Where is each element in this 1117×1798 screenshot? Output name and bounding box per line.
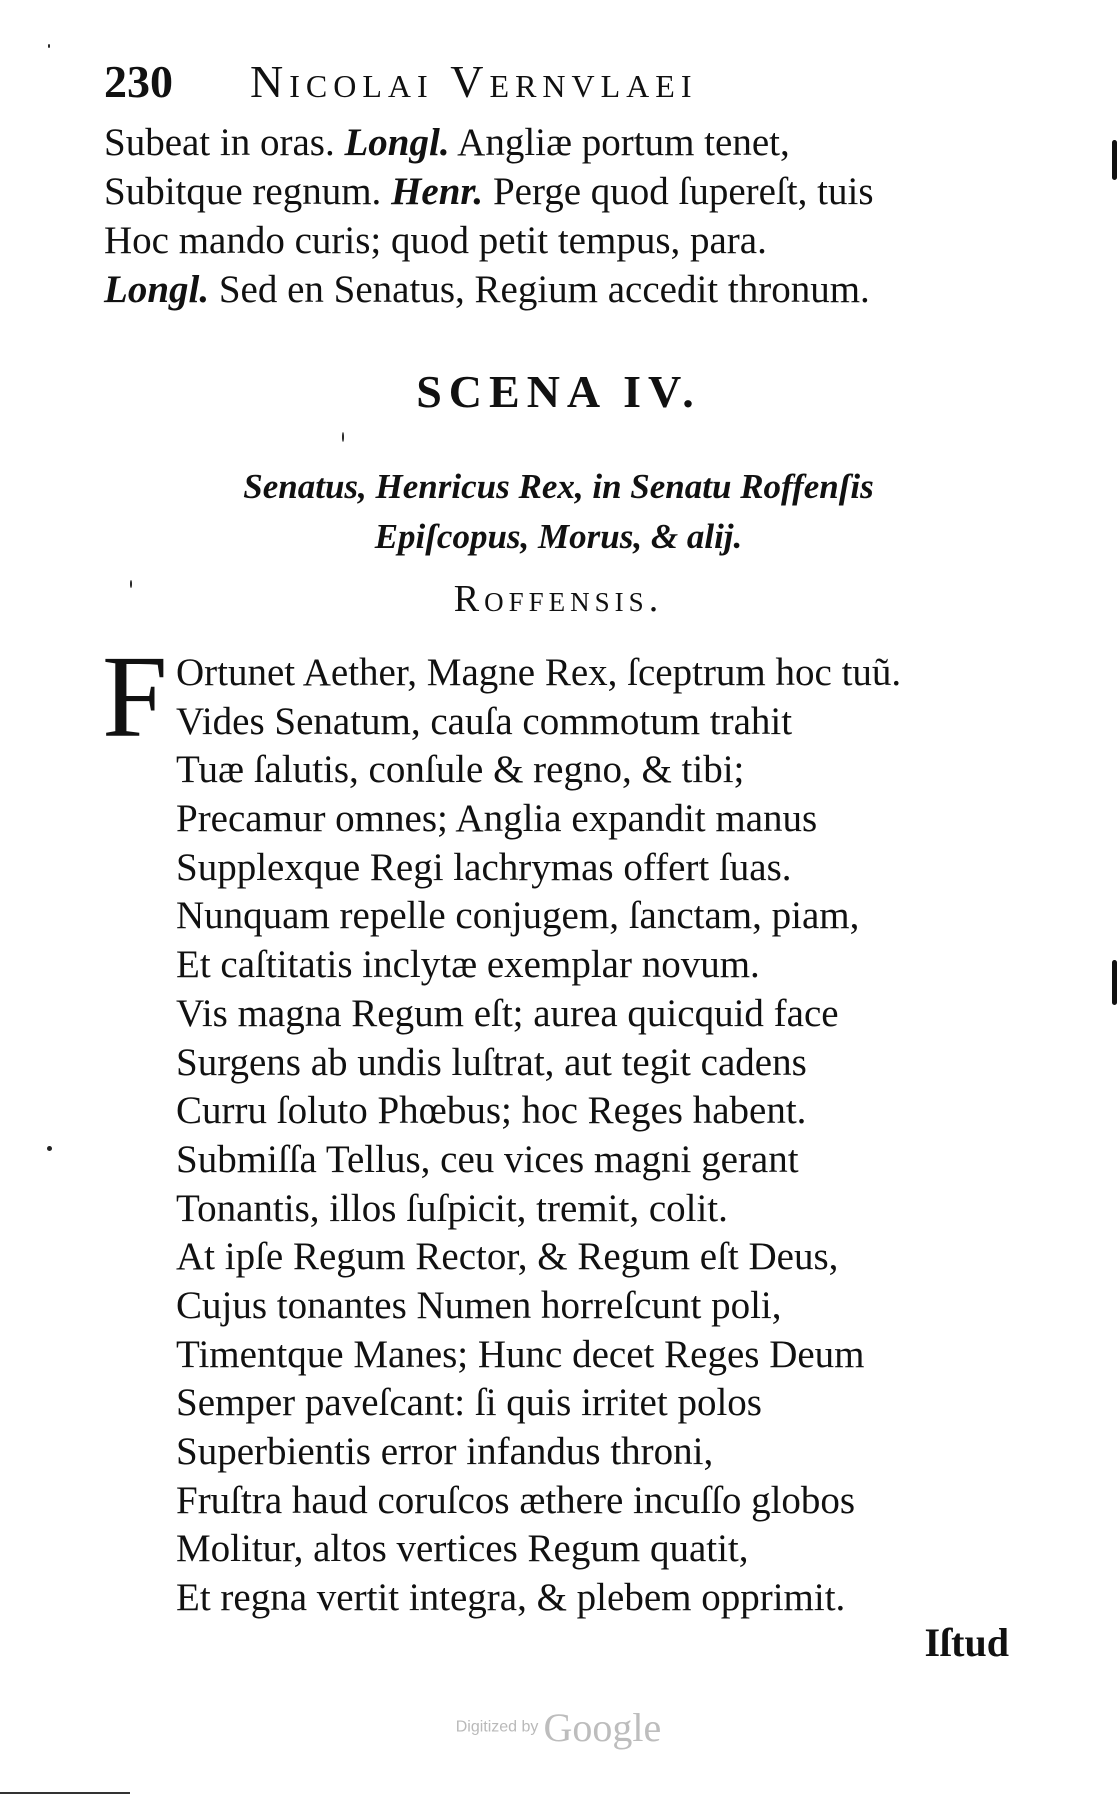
verse-line: Et regna vertit integra, & plebem opprimit. (176, 1576, 846, 1620)
verse-line: Ortunet Aether, Magne Rex, ſceptrum hoc tuũ. (176, 651, 902, 694)
verse-line (104, 216, 1024, 265)
speaker-abbrev: Henr. (391, 170, 484, 213)
cast-line: Senatus, Henricus Rex, in Senatu Roffenſis (243, 467, 874, 506)
ink-speck (47, 1146, 52, 1151)
verse-line: Precamur omnes; Anglia expandit manus (176, 797, 818, 841)
google-logo: Google (543, 1705, 662, 1750)
verse-text: Hoc mando curis; quod petit tempus, para. (104, 219, 767, 262)
verse-line (104, 118, 1024, 167)
verse-text: Subitque regnum. (104, 170, 392, 213)
verse-line: At ipſe Regum Rector, & Regum eſt Deus, (176, 1235, 839, 1279)
scene-title: SCENA IV. (416, 366, 701, 417)
verse-text: Angliæ portum tenet, (449, 121, 790, 164)
verse-line: Timentque Manes; Hunc decet Reges Deum (176, 1332, 865, 1376)
verse-line: Nunquam repelle conjugem, ſanctam, piam, (176, 894, 860, 938)
verse-line: Superbientis error infandus throni, (176, 1430, 714, 1473)
verse-text: Subeat in oras. (104, 121, 345, 164)
verse-line: Surgens ab undis luſtrat, aut tegit cadens (176, 1040, 807, 1084)
running-head (104, 52, 864, 112)
verse-line: Cujus tonantes Numen horreſcunt poli, (176, 1283, 782, 1327)
verse-line: Tonantis, illos ſuſpicit, tremit, colit. (176, 1186, 728, 1230)
speech-verse-block (104, 649, 1096, 1623)
verse-line: Molitur, altos vertices Regum quatit, (176, 1527, 749, 1571)
cast-line: Epiſcopus, Morus, & alij. (374, 517, 743, 556)
cast-list (0, 462, 1117, 562)
verse-line: Vides Senatum, cauſa commotum trahit (176, 699, 793, 743)
ink-speck (48, 44, 50, 48)
verse-block-top (104, 118, 1024, 314)
running-title: Nicolai Vernvlaei (250, 56, 698, 107)
ink-speck (342, 432, 344, 442)
drop-cap: F (102, 631, 168, 762)
verse-line: Supplexque Regi lachrymas offert ſuas. (176, 845, 792, 889)
speaker-abbrev: Longl. (344, 121, 450, 164)
digitization-watermark (0, 1704, 1117, 1751)
page-edge-mark (1112, 140, 1117, 180)
catchword: Iſtud (924, 1620, 1009, 1665)
verse-line: Curru ſoluto Phœbus; hoc Reges habent. (176, 1089, 807, 1133)
verse-text: Sed en Senatus, Regium accedit thronum. (209, 268, 870, 311)
page-edge-mark (1112, 960, 1117, 1005)
verse-line: Tuæ ſalutis, conſule & regno, & tibi; (176, 748, 745, 792)
speaker-abbrev: Longl. (104, 268, 210, 311)
bottom-rule (0, 1792, 130, 1794)
verse-line: Submiſſa Tellus, ceu vices magni gerant (176, 1137, 799, 1181)
verse-line: Et caſtitatis inclytæ exemplar novum. (176, 943, 760, 987)
page-number: 230 (104, 56, 173, 107)
verse-line: Semper paveſcant: ſi quis irritet polos (176, 1381, 762, 1425)
watermark-prefix: Digitized by (455, 1718, 539, 1736)
verse-line (104, 265, 1024, 314)
verse-line: Fruſtra haud coruſcos æthere incuſſo globos (176, 1478, 856, 1522)
verse-line (104, 167, 1024, 216)
verse-text: Perge quod ſupereſt, tuis (483, 170, 874, 213)
ink-speck (130, 580, 132, 588)
verse-line: Vis magna Regum eſt; aurea quicquid face (176, 991, 839, 1035)
speaker-heading: Roffensis. (453, 578, 664, 620)
